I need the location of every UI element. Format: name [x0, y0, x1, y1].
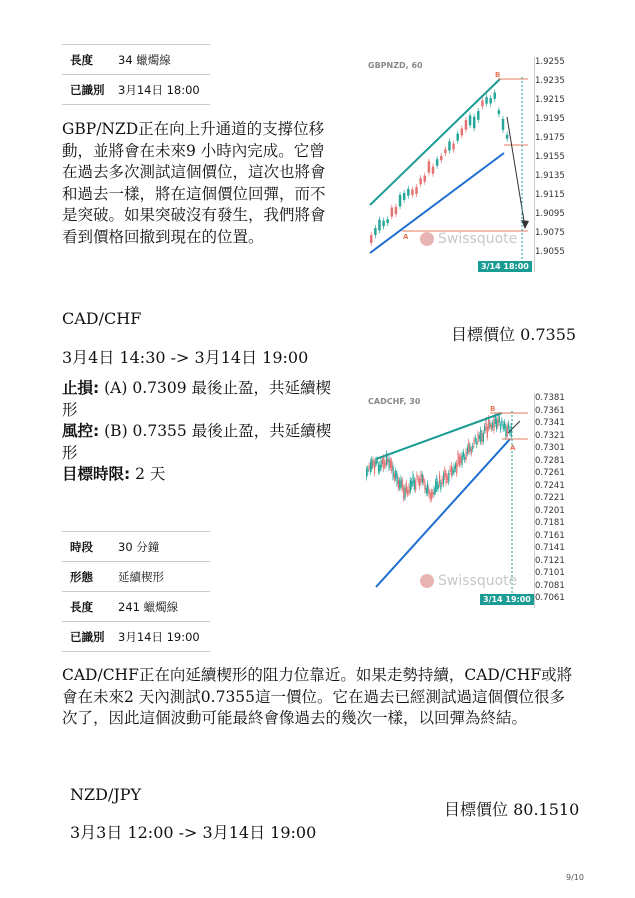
- candle-body: [370, 235, 372, 243]
- candle-body: [467, 447, 468, 453]
- candle-body: [371, 459, 372, 469]
- candle-body: [479, 435, 480, 439]
- candle-body: [411, 481, 412, 487]
- candle-body: [379, 464, 380, 471]
- y-tick: 0.7161: [535, 530, 565, 541]
- candle-body: [370, 462, 371, 472]
- y-tick: 0.7361: [535, 405, 565, 416]
- candle-body: [428, 161, 430, 172]
- watermark-text: Swissquote: [438, 231, 518, 247]
- candle-body: [443, 474, 444, 484]
- candle-body: [431, 491, 432, 499]
- chart-symbol: GBPNZD, 60: [368, 61, 423, 70]
- candle-body: [419, 479, 420, 487]
- candle-body: [434, 488, 435, 494]
- candle-body: [426, 488, 427, 494]
- candle-body: [375, 460, 376, 464]
- candle-body: [367, 469, 368, 473]
- y-tick: 0.7321: [535, 430, 565, 441]
- y-tick: 1.9255: [535, 57, 565, 67]
- swissquote-watermark: [420, 231, 517, 247]
- marker-a: A: [403, 233, 409, 241]
- candle-body: [394, 474, 395, 480]
- candle-body: [390, 460, 391, 468]
- cadchf-date-range: 3月4日 14:30 -> 3月14日 19:00: [62, 348, 309, 367]
- nzdjpy-target: 目標價位 80.1510: [444, 800, 580, 819]
- candle-body: [440, 156, 442, 160]
- candle-body: [395, 471, 396, 479]
- candle-body: [483, 433, 484, 442]
- candle-body: [420, 473, 421, 481]
- table-row: [62, 74, 210, 105]
- marker-a: A: [510, 444, 516, 452]
- stop-loss-line: [62, 378, 342, 421]
- candle-body: [385, 463, 386, 466]
- candle-body: [406, 483, 407, 493]
- candle-body: [411, 189, 413, 195]
- candle-body: [438, 484, 439, 488]
- candle-body: [386, 219, 388, 223]
- stop-loss-label: 止損:: [62, 379, 100, 397]
- watermark-text: Swissquote: [438, 573, 518, 589]
- y-tick: 1.9175: [535, 133, 565, 143]
- y-tick: 0.7181: [535, 518, 565, 528]
- candle-body: [391, 208, 393, 217]
- candle-body: [477, 111, 479, 120]
- candle-body: [401, 478, 402, 487]
- candle-body: [472, 446, 473, 449]
- candle-body: [498, 110, 500, 114]
- candle-body: [497, 419, 498, 426]
- candle-body: [398, 480, 399, 489]
- target-time-label: 目標時限:: [62, 465, 131, 483]
- risk-control-label: 風控:: [62, 422, 100, 440]
- candle-body: [403, 193, 405, 200]
- y-axis: [534, 393, 575, 608]
- gbpnzd-chart: [362, 57, 574, 272]
- candle-body: [439, 474, 440, 485]
- candle-body: [403, 487, 404, 499]
- candle-body: [489, 423, 490, 427]
- candle-body: [436, 478, 437, 490]
- candle-body: [508, 424, 509, 429]
- candle-body: [485, 420, 486, 430]
- nzdjpy-date-range: 3月3日 12:00 -> 3月14日 19:00: [70, 823, 317, 842]
- candle-body: [404, 488, 405, 498]
- y-tick: 1.9215: [535, 95, 565, 105]
- y-tick: 1.9055: [535, 247, 565, 257]
- candle-body: [492, 423, 493, 428]
- y-tick: 0.7341: [535, 418, 565, 428]
- swissquote-watermark: [420, 573, 517, 589]
- candle-body: [484, 426, 485, 431]
- candle-body: [435, 481, 436, 491]
- cadchf-pair-title: CAD/CHF: [62, 309, 142, 328]
- candle-body: [422, 474, 423, 483]
- row-key: 時段: [70, 539, 93, 554]
- channel-upper-line: [370, 79, 500, 205]
- y-tick: 1.9115: [535, 190, 565, 200]
- row-value: 34 蠟燭線: [118, 52, 171, 67]
- cadchf-trade-params: [62, 378, 342, 486]
- candle-body: [374, 228, 376, 235]
- candle-body: [473, 117, 475, 128]
- y-tick: 0.7201: [535, 505, 565, 516]
- candle-body: [387, 459, 388, 462]
- candle-body: [395, 207, 397, 214]
- risk-control-text: (B) 0.7355 最後止盈，共延續楔形: [62, 422, 332, 462]
- risk-control-line: [62, 421, 342, 464]
- y-tick: 0.7241: [535, 480, 565, 491]
- candle-body: [476, 441, 477, 444]
- candle-body: [481, 433, 482, 442]
- cadchf-target: 目標價位 0.7355: [451, 325, 577, 344]
- time-tag: 3/14 19:00: [480, 594, 534, 605]
- y-tick: 1.9155: [535, 152, 565, 162]
- candle-body: [399, 195, 401, 206]
- candle-body: [432, 492, 433, 495]
- candle-body: [452, 144, 454, 150]
- candle-body: [466, 452, 467, 460]
- candle-body: [378, 220, 380, 231]
- candle-body: [440, 483, 441, 490]
- candle-body: [383, 457, 384, 469]
- candle-body: [393, 466, 394, 477]
- candle-body: [464, 457, 465, 460]
- candle-body: [489, 98, 491, 103]
- swissquote-logo-icon: [420, 574, 434, 588]
- candle-body: [455, 464, 456, 469]
- candle-body: [418, 478, 419, 483]
- candle-body: [491, 425, 492, 429]
- candle-body: [451, 465, 452, 475]
- target-time-text: 2 天: [130, 465, 166, 483]
- chart-symbol: CADCHF, 30: [368, 397, 421, 406]
- row-key: 長度: [70, 52, 93, 67]
- y-tick: 0.7221: [535, 493, 565, 503]
- y-tick: 0.7301: [535, 443, 565, 453]
- candle-body: [507, 425, 508, 436]
- wedge-lower-line: [376, 439, 510, 587]
- candle-body: [399, 480, 400, 487]
- page-number: 9/10: [566, 873, 584, 882]
- candles: [370, 90, 508, 246]
- candle-body: [468, 442, 469, 452]
- candle-body: [366, 469, 367, 477]
- candle-body: [419, 178, 421, 184]
- candle-body: [462, 454, 463, 465]
- row-key: 已識別: [70, 82, 105, 97]
- candle-body: [430, 493, 431, 500]
- candle-body: [470, 446, 471, 451]
- candle-body: [407, 189, 409, 196]
- candle-body: [377, 459, 378, 463]
- candle-body: [503, 424, 504, 429]
- row-value: 241 蠟燭線: [118, 599, 179, 614]
- candle-body: [447, 477, 448, 480]
- candle-body: [481, 100, 483, 106]
- table-row: [62, 591, 210, 621]
- candle-body: [414, 480, 415, 489]
- candle-body: [407, 490, 408, 494]
- candle-body: [389, 458, 390, 468]
- candle-body: [504, 422, 505, 428]
- candle-body: [424, 482, 425, 490]
- row-key: 已識別: [70, 629, 105, 644]
- candle-body: [463, 452, 464, 457]
- gbpnzd-analysis-text: GBP/NZD正在向上升通道的支撐位移動，並將會在未來9 小時內完成。它曾在過去多次測試這個價位，這次也將會和過去一樣，將在這個價位回彈，而不是突破。如果突破沒有發生，我們將會看到價格回撤到現在的位置。: [62, 120, 326, 246]
- y-tick: 1.9135: [535, 171, 565, 181]
- candle-body: [474, 440, 475, 445]
- candle-body: [458, 453, 459, 464]
- row-value: 30 分鐘: [118, 539, 160, 554]
- candle-body: [488, 418, 489, 429]
- row-key: 長度: [70, 599, 93, 614]
- y-tick: 1.9195: [535, 114, 565, 124]
- candle-body: [505, 427, 506, 437]
- y-tick: 1.9235: [535, 76, 565, 86]
- candle-body: [428, 489, 429, 495]
- candle-body: [454, 466, 455, 472]
- row-value: 延續楔形: [118, 569, 164, 584]
- candle-body: [501, 420, 502, 423]
- candle-body: [475, 438, 476, 441]
- candle-body: [471, 449, 472, 454]
- candle-body: [461, 128, 463, 135]
- candle-body: [378, 465, 379, 472]
- row-key: 形態: [70, 569, 93, 584]
- candle-body: [500, 425, 501, 430]
- candle-body: [448, 473, 449, 482]
- marker-b: B: [490, 405, 496, 413]
- y-tick: 1.9095: [535, 209, 565, 219]
- y-tick: 0.7101: [535, 568, 565, 578]
- candle-body: [493, 419, 494, 431]
- table-row: [62, 561, 210, 591]
- nzdjpy-pair-title: NZD/JPY: [70, 785, 142, 804]
- candle-body: [410, 480, 411, 492]
- candle-body: [412, 474, 413, 484]
- candle-body: [427, 483, 428, 493]
- candle-body: [391, 461, 392, 471]
- y-tick: 0.7281: [535, 455, 565, 466]
- candle-body: [465, 120, 467, 130]
- candle-body: [477, 433, 478, 441]
- candle-body: [415, 187, 417, 194]
- y-axis: [534, 57, 575, 272]
- candle-body: [495, 416, 496, 424]
- y-tick: 1.9075: [535, 228, 565, 238]
- info-table-gbpnzd: [62, 44, 210, 105]
- candles: [366, 412, 512, 503]
- candle-body: [456, 134, 458, 141]
- candle-body: [442, 479, 443, 484]
- candle-body: [436, 159, 438, 166]
- candle-body: [446, 473, 447, 483]
- candle-body: [480, 430, 481, 442]
- table-row: [62, 531, 210, 561]
- candle-body: [496, 420, 497, 429]
- candle-body: [448, 141, 450, 150]
- cadchf-analysis-text: CAD/CHF正在向延續楔形的阻力位靠近。如果走勢持續，CAD/CHF或將會在未來2 天內測試0.7355這一價位。它在過去已經測試過這個價位很多次了，因此這個波動可能最終會像過去的幾次一樣，以回彈為終結。: [62, 666, 573, 727]
- target-time-line: [62, 464, 342, 486]
- candle-body: [382, 221, 384, 227]
- candle-body: [374, 462, 375, 474]
- y-tick: 0.7081: [535, 580, 565, 591]
- cadchf-chart: [362, 393, 574, 608]
- marker-b: B: [495, 71, 501, 79]
- table-row: [62, 621, 210, 652]
- candle-body: [415, 481, 416, 490]
- candle-body: [408, 487, 409, 494]
- stop-loss-text: (A) 0.7309 最後止盈，共延續楔形: [62, 379, 332, 419]
- y-tick: 0.7141: [535, 543, 565, 553]
- y-tick: 0.7261: [535, 468, 565, 478]
- candle-body: [469, 115, 471, 125]
- candle-body: [450, 468, 451, 472]
- candle-body: [444, 469, 445, 477]
- candle-body: [381, 460, 382, 468]
- row-value: 3月14日 19:00: [118, 629, 200, 644]
- row-value: 3月14日 18:00: [118, 82, 200, 97]
- candle-body: [424, 176, 426, 182]
- candle-body: [402, 480, 403, 489]
- candle-body: [485, 97, 487, 104]
- candle-body: [416, 474, 417, 477]
- time-tag: 3/14 18:00: [478, 261, 532, 272]
- y-tick: 0.7061: [535, 593, 565, 603]
- candle-body: [373, 460, 374, 466]
- candle-body: [432, 166, 434, 173]
- y-tick: 0.7121: [535, 555, 565, 566]
- candle-body: [369, 465, 370, 468]
- candle-body: [506, 135, 508, 139]
- y-tick: 0.7381: [535, 393, 565, 403]
- table-row: [62, 44, 210, 74]
- candle-body: [487, 427, 488, 438]
- candle-body: [452, 470, 453, 473]
- candle-body: [397, 474, 398, 484]
- info-table-cadchf: [62, 531, 210, 652]
- candle-body: [460, 456, 461, 463]
- candle-body: [456, 463, 457, 474]
- candle-body: [382, 458, 383, 464]
- candle-body: [494, 93, 496, 99]
- candle-body: [499, 415, 500, 423]
- candle-body: [423, 478, 424, 482]
- swissquote-logo-icon: [420, 232, 434, 246]
- candle-body: [502, 119, 504, 130]
- candle-body: [459, 457, 460, 465]
- candle-body: [444, 149, 446, 153]
